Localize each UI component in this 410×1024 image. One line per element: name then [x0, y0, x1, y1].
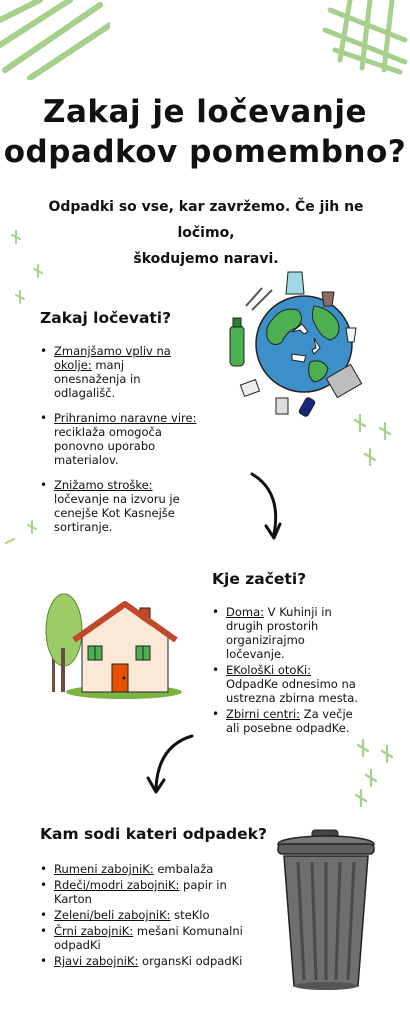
page-title: Zakaj je ločevanje odpadkov pomembno?: [3, 94, 407, 170]
earth-recycling-illustration: [222, 262, 382, 422]
list-item: • Zeleni/beli zabojniK: steKlo: [40, 908, 270, 922]
arrow-down-left-icon: [142, 730, 200, 800]
corner-scribble-top-left: [0, 0, 110, 80]
house-illustration: [42, 588, 187, 703]
trash-bin-illustration: [272, 826, 382, 996]
list-item: • Zbirni centri: Za večje ali posebne odpadKe.: [212, 707, 408, 735]
arrow-down-icon: [238, 470, 288, 545]
section-heading-which-bin: Kam sodi kateri odpadek?: [40, 825, 267, 843]
section-heading-where: Kje začeti?: [212, 570, 307, 588]
section-which-bin-list: [40, 862, 270, 970]
sparkle-crosses-right-2: [348, 735, 408, 810]
list-item: • Zmanjšamo vpliv na okolje: manj onesnaženja in odlagališč.: [40, 344, 222, 400]
section-heading-why: Zakaj ločevati?: [40, 309, 172, 327]
section-where-list: [212, 605, 408, 737]
page-subtitle: Odpadki so vse, kar zavržemo. Če jih ne ločimo, škodujemo naravi.: [48, 199, 364, 267]
corner-grid-top-right: [310, 0, 410, 75]
list-item: • Rdeči/modri zabojniK: papir in Karton: [40, 878, 270, 906]
list-item: • Doma: V Kuhinji in drugih prostorih organizirajmo ločevanje.: [212, 605, 408, 661]
list-item: • EKološKi otoKi: OdpadKe odnesimo na ustrezna zbirna mesta.: [212, 663, 408, 705]
list-item: • Prihranimo naravne vire: recikIaža omogoča ponovno uporabo materialov.: [40, 411, 222, 467]
section-why-list: [40, 344, 222, 545]
list-item: • Znižamo stroške: ločevanje na izvoru je cenejše Kot Kasnejše sortiranje.: [40, 478, 222, 534]
list-item: • Črni zabojniK: mešani Komunalni odpadKi: [40, 924, 270, 952]
list-item: • Rumeni zabojniK: embalaža: [40, 862, 270, 876]
list-item: • Rjavi zabojniK: organsKi odpadKi: [40, 954, 270, 968]
